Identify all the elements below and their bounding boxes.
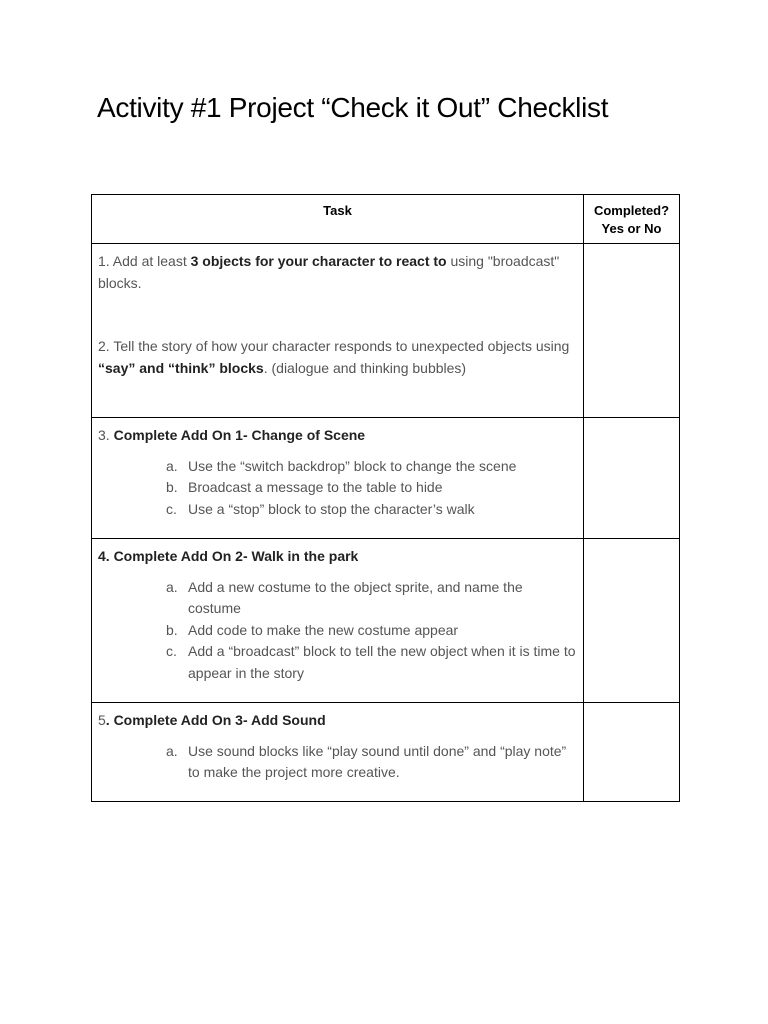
- completed-cell[interactable]: [584, 703, 680, 802]
- list-item-text: Add code to make the new costume appear: [188, 621, 459, 638]
- list-marker: a.: [166, 742, 178, 759]
- list-item-text: Add a “broadcast” block to tell the new object when it is time to appear in the story: [188, 643, 576, 681]
- task-item-2: [98, 336, 577, 379]
- task-text: . (dialogue and thinking bubbles): [263, 359, 467, 376]
- task-heading-bold: . Complete Add On 3- Add Sound: [105, 712, 326, 728]
- checklist-table: [91, 194, 680, 802]
- completed-cell[interactable]: [584, 539, 680, 703]
- list-marker: b.: [166, 479, 178, 495]
- task-cell: [92, 244, 584, 418]
- table-row: [92, 539, 680, 703]
- list-item-text: Add a new costume to the object sprite, and name the costume: [188, 578, 523, 616]
- task-heading-bold: Complete Add On 1- Change of Scene: [113, 427, 366, 443]
- list-marker: c.: [166, 643, 177, 659]
- list-item: [166, 641, 577, 684]
- task-heading: [98, 546, 577, 568]
- list-item: [166, 741, 577, 784]
- subtask-list: [98, 456, 577, 521]
- subtask-list: [98, 577, 577, 685]
- task-heading-bold: 4. Complete Add On 2- Walk in the park: [98, 548, 359, 564]
- list-marker: a.: [166, 457, 178, 474]
- list-item-text: Use a “stop” block to stop the character’s walk: [188, 500, 475, 517]
- subtask-list: [98, 741, 577, 784]
- task-column-header: [92, 195, 584, 244]
- task-cell: [92, 418, 584, 539]
- list-item: [166, 620, 577, 642]
- task-item-1: [98, 251, 577, 294]
- table-row: [92, 703, 680, 802]
- completed-header-label: Completed?: [593, 203, 670, 218]
- list-marker: c.: [166, 500, 177, 517]
- completed-cell[interactable]: [584, 418, 680, 539]
- task-text-bold: “say” and “think” blocks: [98, 359, 264, 376]
- task-number: 5: [98, 712, 106, 728]
- list-item-text: Use sound blocks like “play sound until done” and “play note” to make the project more creative.: [188, 742, 567, 780]
- page-title: Activity #1 Project “Check it Out” Checklist: [97, 92, 609, 123]
- task-cell: [92, 539, 584, 703]
- task-text-bold: 3 objects for your character to react to: [190, 253, 447, 269]
- list-marker: b.: [166, 621, 178, 638]
- completed-cell[interactable]: [584, 244, 680, 418]
- list-item: [166, 477, 577, 499]
- task-heading: [98, 425, 577, 447]
- table-row: [92, 418, 680, 539]
- task-heading: [98, 710, 577, 732]
- list-item-text: Broadcast a message to the table to hide: [188, 479, 443, 495]
- list-item-text: Use the “switch backdrop” block to change the scene: [188, 457, 517, 474]
- task-cell: [92, 703, 584, 802]
- table-row: [92, 244, 680, 418]
- task-number: 3.: [98, 427, 114, 443]
- task-header-label: Task: [323, 203, 352, 218]
- list-marker: a.: [166, 578, 178, 595]
- list-item: [166, 499, 577, 521]
- task-text: 2. Tell the story of how your character responds to unexpected objects using: [98, 338, 570, 354]
- yes-or-no-header-label: Yes or No: [601, 220, 662, 236]
- task-text: 1. Add at least: [98, 253, 191, 269]
- completed-column-header: [584, 195, 680, 244]
- task-text: using "broadcast" blocks.: [98, 253, 560, 291]
- list-item: [166, 577, 577, 620]
- list-item: [166, 456, 577, 478]
- header-row: [92, 195, 680, 244]
